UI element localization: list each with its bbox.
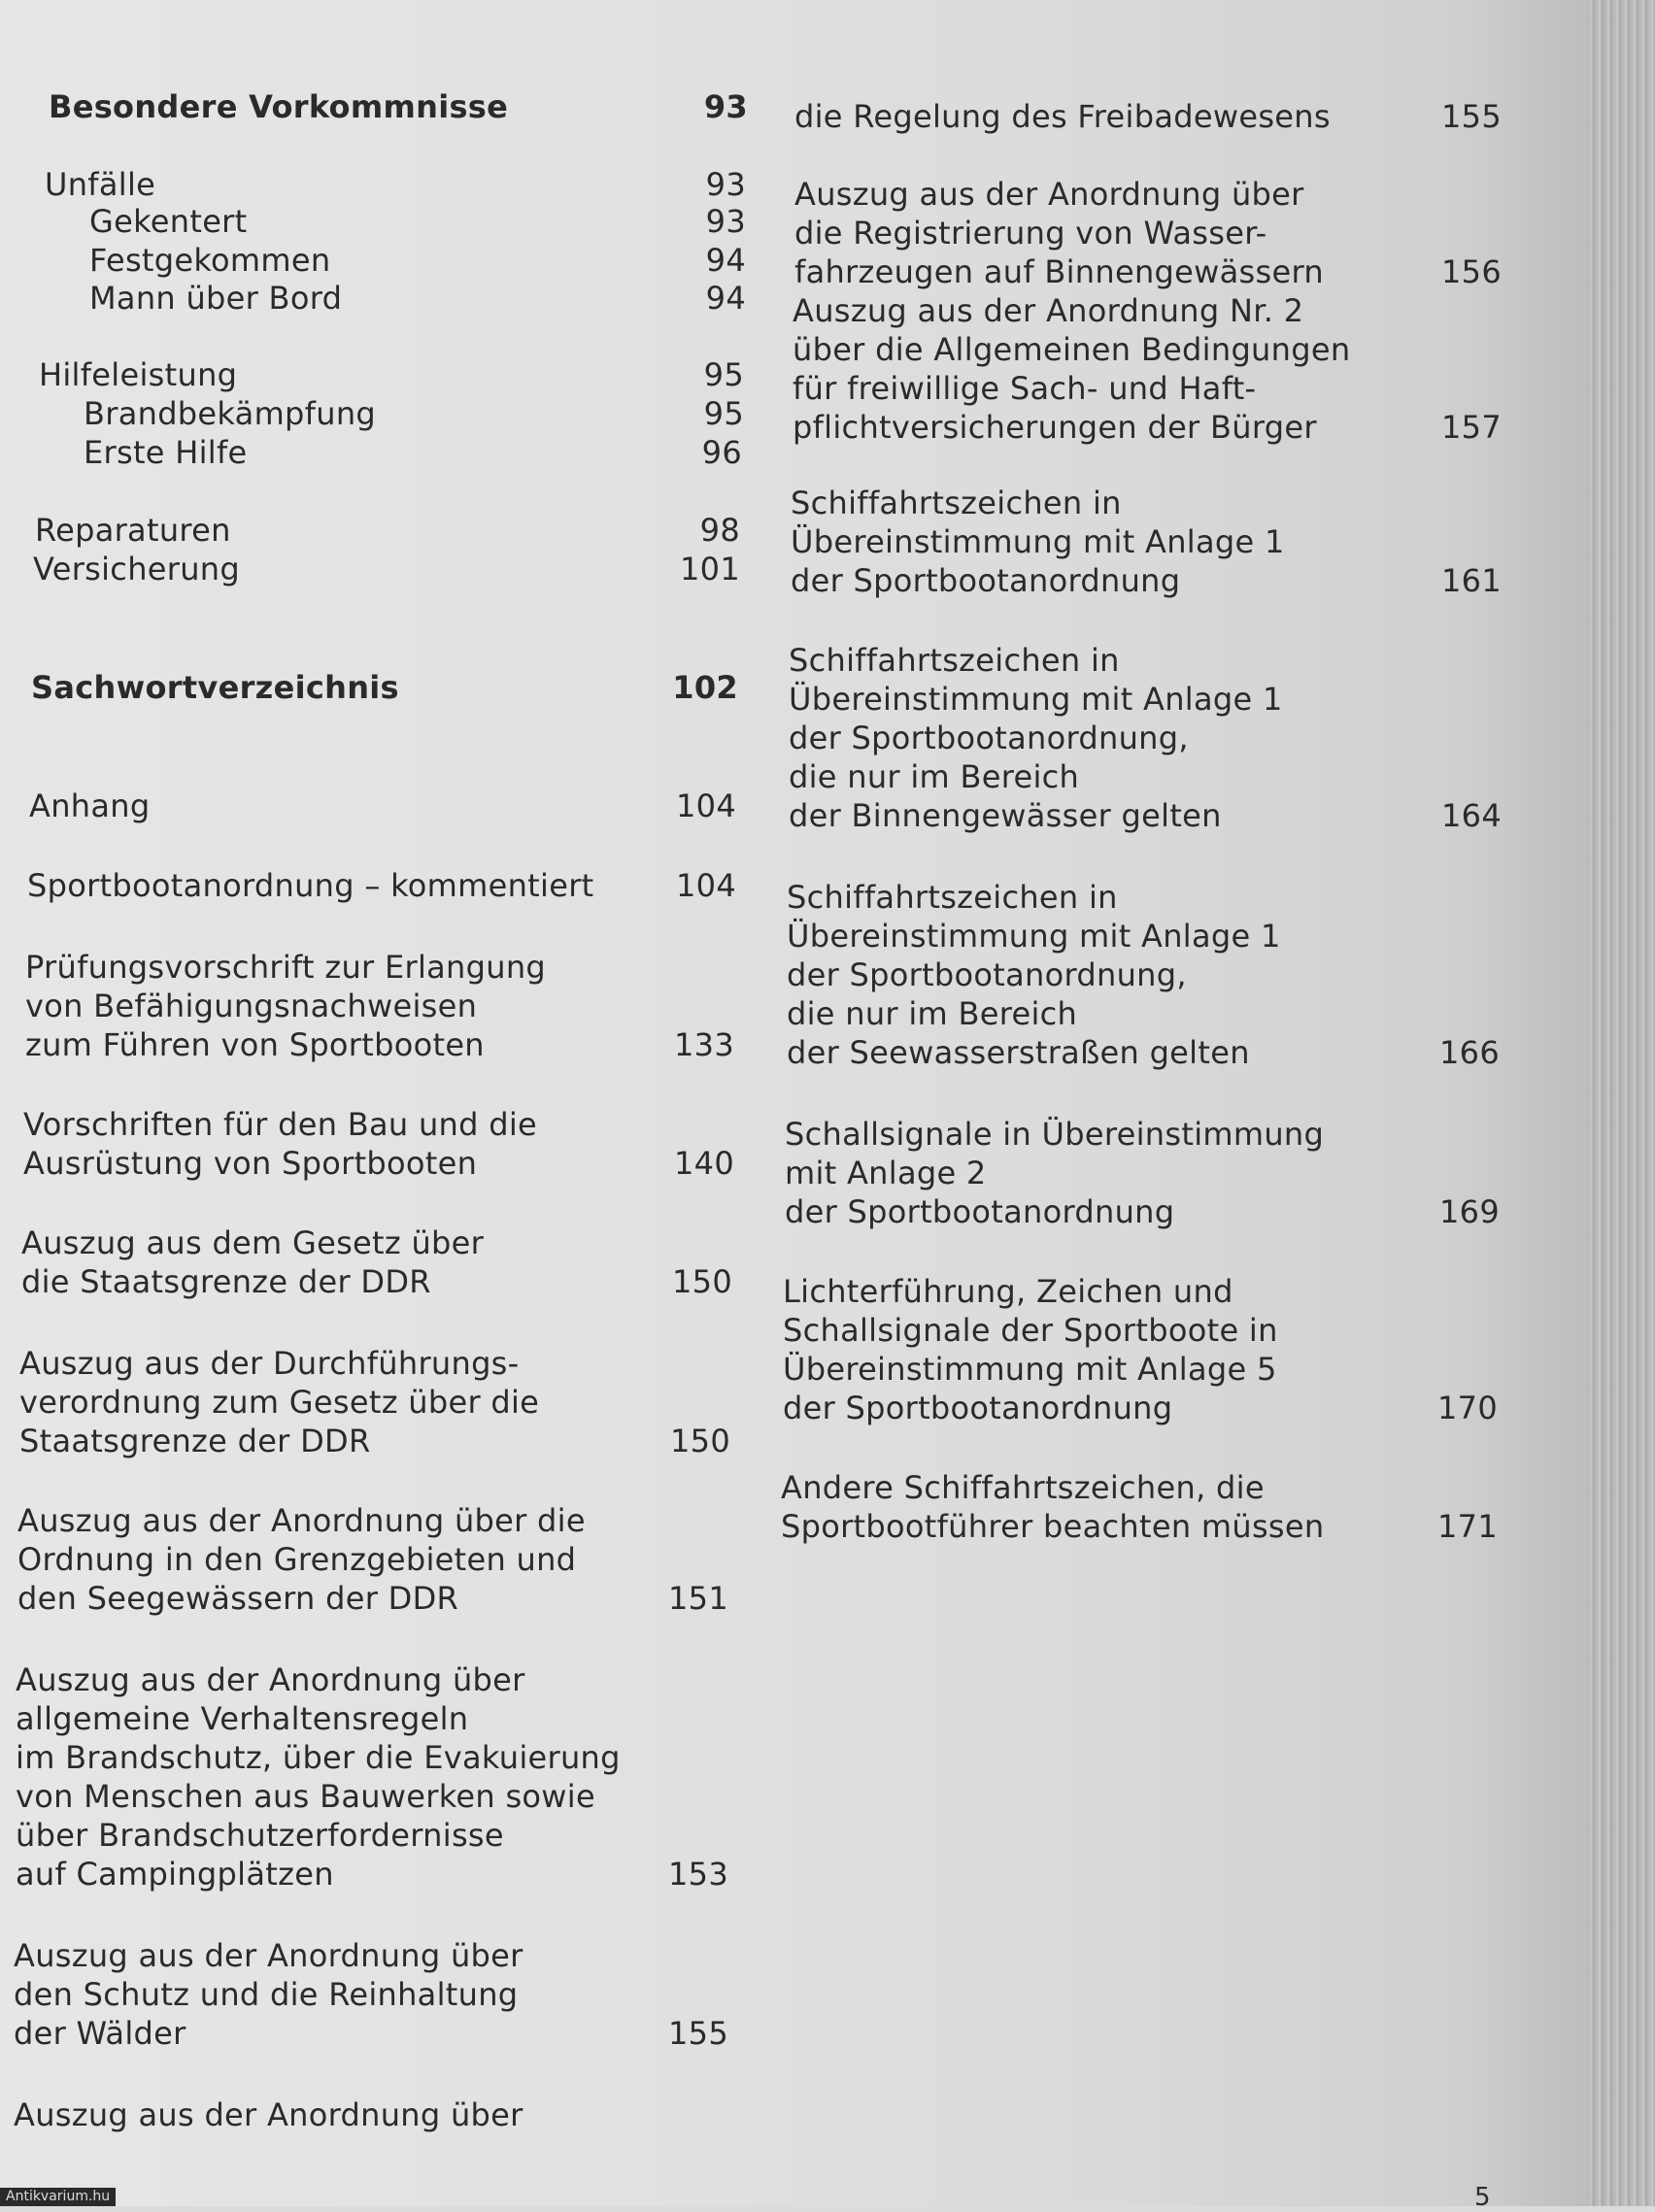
toc-entry	[785, 1115, 1500, 1231]
toc-entry	[794, 97, 1502, 136]
toc-entry	[783, 1272, 1498, 1427]
toc-entry-page: 164	[1441, 797, 1502, 834]
page-number: 5	[1474, 2183, 1491, 2212]
toc-entry-title: Sportbootanordnung – kommentiert	[27, 867, 594, 904]
toc-entry-title: Vorschriften für den Bau und die Ausrüstung von Sportbooten	[23, 1106, 538, 1182]
toc-entry	[781, 1468, 1498, 1546]
toc-entry-page: 102	[672, 669, 738, 706]
toc-entry-title: Erste Hilfe	[84, 434, 248, 471]
page-edge	[1588, 0, 1655, 2206]
toc-entry	[84, 394, 744, 433]
toc-entry-title: Auszug aus der Anordnung über die Ordnung in den Grenzgebieten und den Seegewässern der DDR	[17, 1502, 586, 1617]
toc-entry	[16, 1660, 728, 1894]
toc-entry-page: 170	[1437, 1390, 1498, 1426]
toc-entry-title: Auszug aus der Durchführungs- verordnung zum Gesetz über die Staatsgrenze der DDR	[19, 1345, 540, 1459]
toc-entry	[25, 948, 734, 1064]
toc-entry-title: Anhang	[29, 788, 151, 824]
toc-entry	[21, 1223, 732, 1301]
toc-entry-title: Versicherung	[33, 551, 241, 587]
toc-entry	[17, 1501, 728, 1618]
toc-entry-page: 96	[701, 434, 742, 471]
toc-entry	[84, 433, 742, 472]
toc-entry-title: Schiffahrtszeichen in Übereinstimmung mit Anlage 1 der Sportbootanordnung, die nur im Bereich der Seewasserstraßen gelten	[787, 879, 1281, 1071]
toc-entry	[787, 878, 1500, 1072]
toc-entry-title: Sachwortverzeichnis	[31, 669, 399, 706]
toc-entry-page: 153	[668, 1856, 728, 1893]
toc-entry-page: 101	[680, 551, 740, 587]
toc-entry-page: 94	[705, 280, 746, 317]
toc-entry-page: 155	[668, 2015, 728, 2052]
toc-entry-page: 169	[1439, 1193, 1500, 1230]
toc-entry	[23, 1105, 734, 1183]
toc-entry	[19, 1344, 730, 1460]
toc-entry-title: Auszug aus der Anordnung über allgemeine Verhaltensregeln im Brandschutz, über die Evakuierung von Menschen aus Bauwerken sowie über Brandschutzerfordernisse auf Campingplätzen	[16, 1661, 621, 1893]
toc-entry-page: 150	[672, 1263, 732, 1300]
toc-entry-page: 140	[674, 1145, 734, 1182]
toc-entry-title: Mann über Bord	[89, 280, 343, 317]
toc-entry-title: Auszug aus der Anordnung über die Registrierung von Wasser- fahrzeugen auf Binnengewässern	[794, 176, 1324, 290]
toc-entry-title: Hilfeleistung	[39, 356, 238, 393]
toc-entry	[49, 87, 748, 126]
toc-entry-title: Schiffahrtszeichen in Übereinstimmung mit Anlage 1 der Sportbootanordnung, die nur im Bereich der Binnengewässer gelten	[789, 642, 1283, 834]
toc-entry	[33, 550, 740, 588]
toc-entry-page: 98	[699, 512, 740, 549]
toc-entry-page: 166	[1439, 1034, 1500, 1071]
toc-entry-page: 151	[668, 1580, 728, 1617]
toc-entry-title: Auszug aus der Anordnung über	[14, 2096, 524, 2133]
toc-entry-title: Unfälle	[45, 166, 156, 203]
toc-entry-title: Lichterführung, Zeichen und Schallsignale der Sportboote in Übereinstimmung mit Anlage 5 der Sportbootanordnung	[783, 1273, 1278, 1426]
toc-entry-page: 156	[1441, 253, 1502, 290]
toc-entry	[89, 279, 746, 318]
toc-entry-title: Auszug aus dem Gesetz über die Staatsgrenze der DDR	[21, 1224, 485, 1300]
toc-entry-title: Auszug aus der Anordnung Nr. 2 über die Allgemeinen Bedingungen für freiwillige Sach- und Haft- pflichtversicherungen der Bürger	[793, 292, 1351, 446]
toc-entry-title: die Regelung des Freibadewesens	[794, 98, 1331, 135]
toc-entry	[27, 866, 736, 905]
toc-entry	[35, 511, 740, 550]
toc-entry-title: Festgekommen	[89, 242, 331, 279]
toc-entry	[14, 2095, 728, 2134]
toc-entry	[45, 165, 746, 204]
toc-entry-page: 171	[1437, 1508, 1498, 1545]
toc-entry-page: 95	[703, 356, 744, 393]
toc-entry	[791, 484, 1502, 600]
toc-entry-page: 133	[674, 1026, 734, 1063]
toc-entry-page: 104	[676, 788, 736, 824]
toc-entry-title: Besondere Vorkommnisse	[49, 88, 509, 125]
toc-entry-page: 95	[703, 395, 744, 432]
toc-entry	[14, 1936, 728, 2053]
toc-entry-page: 94	[705, 242, 746, 279]
toc-entry	[789, 641, 1502, 835]
toc-entry-title: Brandbekämpfung	[84, 395, 377, 432]
toc-entry	[39, 355, 744, 394]
toc-entry	[89, 202, 746, 241]
toc-entry-page: 93	[703, 88, 748, 125]
toc-entry	[89, 241, 746, 280]
toc-entry-page: 150	[670, 1423, 730, 1459]
toc-entry-title: Andere Schiffahrtszeichen, die Sportbootführer beachten müssen	[781, 1469, 1325, 1545]
watermark: Antikvarium.hu	[0, 2188, 116, 2206]
toc-entry	[793, 291, 1502, 447]
toc-entry-title: Schiffahrtszeichen in Übereinstimmung mit Anlage 1 der Sportbootanordnung	[791, 485, 1285, 599]
toc-entry-title: Prüfungsvorschrift zur Erlangung von Befähigungsnachweisen zum Führen von Sportbooten	[25, 949, 547, 1063]
toc-entry	[31, 668, 738, 707]
toc-entry-page: 155	[1441, 98, 1502, 135]
toc-entry-title: Schallsignale in Übereinstimmung mit Anlage 2 der Sportbootanordnung	[785, 1116, 1325, 1230]
toc-entry-title: Auszug aus der Anordnung über den Schutz und die Reinhaltung der Wälder	[14, 1937, 524, 2052]
toc-entry-title: Gekentert	[89, 203, 248, 240]
toc-entry-page: 93	[705, 166, 746, 203]
toc-entry-title: Reparaturen	[35, 512, 231, 549]
toc-entry-page: 161	[1441, 562, 1502, 599]
toc-entry	[29, 787, 736, 825]
toc-entry-page: 93	[705, 203, 746, 240]
toc-entry	[794, 175, 1502, 291]
toc-entry-page: 157	[1441, 409, 1502, 446]
toc-entry-page: 104	[676, 867, 736, 904]
